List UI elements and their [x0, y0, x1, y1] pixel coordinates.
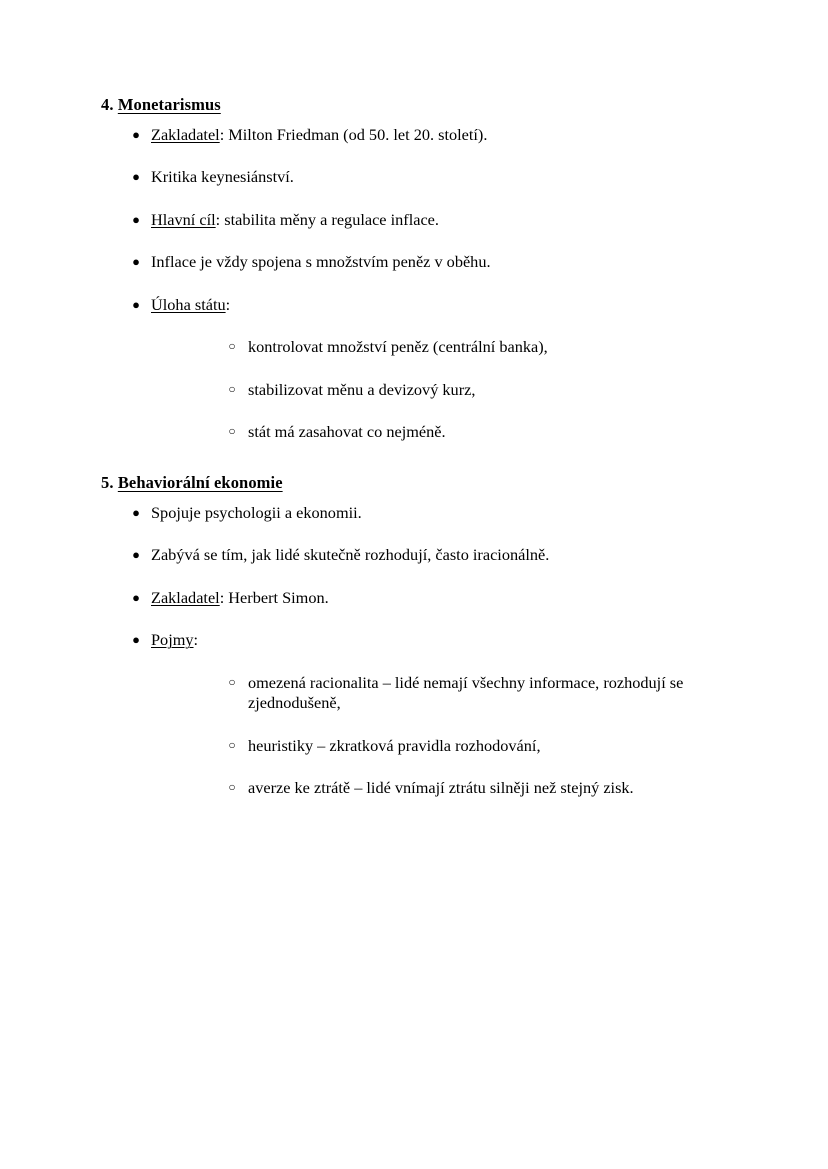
item-text: : Milton Friedman (od 50. let 20. století).	[219, 124, 488, 144]
item-text: Inflace je vždy spojena s množstvím peněz v oběhu.	[151, 252, 491, 272]
sub-bullet-wrapper	[151, 673, 728, 799]
bullet-filled-icon: ●	[132, 547, 140, 563]
list-item	[101, 125, 728, 146]
item-text: Spojuje psychologii a ekonomii.	[151, 502, 362, 522]
item-label: Úloha státu	[151, 294, 226, 314]
bullet-hollow-icon: ○	[228, 339, 236, 354]
section-title: Behaviorální ekonomie	[117, 472, 283, 492]
sub-item-text: heuristiky – zkratková pravidla rozhodování,	[248, 735, 541, 755]
item-text: Kritika keynesiánství.	[151, 167, 294, 187]
sub-item-text: stát má zasahovat co nejméně.	[248, 422, 446, 442]
sub-list-item	[198, 422, 728, 443]
sub-item-text: stabilizovat měnu a devizový kurz,	[248, 379, 476, 399]
item-label: Pojmy	[151, 630, 194, 650]
item-text: : stabilita měny a regulace inflace.	[215, 209, 439, 229]
sub-bullet-list	[198, 337, 728, 443]
document-section-behavioralni-ekonomie	[101, 473, 728, 799]
list-item	[101, 167, 728, 188]
bullet-filled-icon: ●	[132, 504, 140, 520]
sub-list-item	[198, 778, 728, 799]
section-number: 5.	[101, 472, 114, 492]
section-title: Monetarismus	[117, 95, 221, 114]
sub-bullet-wrapper	[151, 337, 728, 443]
bullet-filled-icon: ●	[132, 296, 140, 312]
item-label: Hlavní cíl	[151, 209, 216, 229]
list-item	[101, 545, 728, 566]
sub-item-text: kontrolovat množství peněz (centrální banka),	[248, 337, 548, 357]
bullet-hollow-icon: ○	[228, 737, 236, 752]
item-text: Zabývá se tím, jak lidé skutečně rozhodují, často iracionálně.	[151, 545, 550, 565]
item-text: :	[193, 630, 199, 650]
bullet-hollow-icon: ○	[228, 424, 236, 439]
document-section-monetarismus	[101, 95, 728, 443]
list-item	[101, 295, 728, 443]
bullet-filled-icon: ●	[132, 211, 140, 227]
sub-list-item	[198, 337, 728, 358]
item-label: Zakladatel	[151, 587, 220, 607]
bullet-hollow-icon: ○	[228, 674, 236, 689]
sub-item-text: omezená racionalita – lidé nemají všechny informace, rozhodují se zjednodušeně,	[248, 672, 684, 713]
list-item	[101, 210, 728, 231]
section-heading	[101, 473, 728, 494]
bullet-hollow-icon: ○	[228, 780, 236, 795]
list-item	[101, 252, 728, 273]
sub-list-item	[198, 673, 728, 714]
bullet-filled-icon: ●	[132, 254, 140, 270]
bullet-list	[101, 503, 728, 799]
bullet-filled-icon: ●	[132, 632, 140, 648]
bullet-filled-icon: ●	[132, 126, 140, 142]
bullet-filled-icon: ●	[132, 169, 140, 185]
list-item	[101, 503, 728, 524]
section-number: 4.	[101, 95, 114, 114]
item-text: :	[225, 294, 231, 314]
sub-list-item	[198, 736, 728, 757]
item-text: : Herbert Simon.	[219, 587, 329, 607]
bullet-list	[101, 125, 728, 443]
list-item	[101, 588, 728, 609]
sub-bullet-list	[198, 673, 728, 799]
sub-item-text: averze ke ztrátě – lidé vnímají ztrátu silněji než stejný zisk.	[248, 778, 634, 798]
section-heading	[101, 95, 728, 116]
item-label: Zakladatel	[151, 124, 220, 144]
bullet-filled-icon: ●	[132, 589, 140, 605]
list-item	[101, 630, 728, 799]
sub-list-item	[198, 380, 728, 401]
bullet-hollow-icon: ○	[228, 381, 236, 396]
